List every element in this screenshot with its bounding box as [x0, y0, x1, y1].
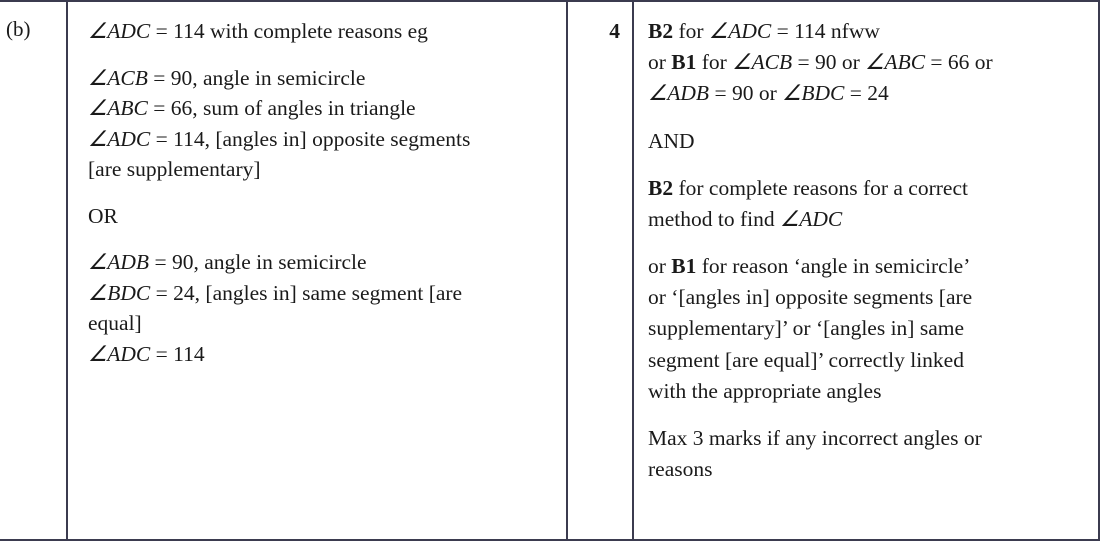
- answer-line-9: ∠ADB = 90, angle in semicircle: [88, 250, 367, 275]
- answer-line-2: ∠ACB = 90, angle in semicircle: [88, 65, 366, 90]
- notes-cell: [632, 0, 1100, 541]
- notes-line-2: ∠ADB = 90 or ∠BDC = 24: [648, 81, 889, 106]
- answer-line-11: equal]: [88, 311, 142, 336]
- answer-line-5: [are supplementary]: [88, 157, 261, 182]
- notes-line-15: Max 3 marks if any incorrect angles or: [648, 425, 982, 450]
- notes-line-1: or B1 for ∠ACB = 90 or ∠ABC = 66 or: [648, 50, 993, 75]
- answer-line-4: ∠ADC = 114, [angles in] opposite segments: [88, 126, 471, 151]
- notes-line-16: reasons: [648, 457, 713, 482]
- answer-line-7: OR: [88, 203, 118, 228]
- answer-gap-8: [88, 231, 552, 247]
- notes-gap-5: [648, 157, 1084, 173]
- part-label: (b): [6, 17, 31, 41]
- answer-gap-1: [88, 47, 552, 63]
- notes-line-4: AND: [648, 128, 695, 153]
- notes-line-9: or B1 for reason ‘angle in semicircle’: [648, 254, 971, 279]
- notes-line-11: supplementary]’ or ‘[angles in] same: [648, 316, 965, 341]
- notes-line-0: B2 for ∠ADC = 114 nfww: [648, 19, 880, 43]
- notes-gap-3: [648, 110, 1084, 126]
- answer-line-12: ∠ADC = 114: [88, 341, 205, 366]
- answer-line-3: ∠ABC = 66, sum of angles in triangle: [88, 96, 416, 121]
- notes-line-12: segment [are equal]’ correctly linked: [648, 347, 964, 372]
- mark-cell: [566, 0, 632, 541]
- notes-gap-8: [648, 235, 1084, 251]
- answer-line-0: ∠ADC = 114 with complete reasons eg: [88, 19, 428, 43]
- notes-gap-14: [648, 407, 1084, 423]
- answer-gap-6: [88, 185, 552, 201]
- notes-line-10: or ‘[angles in] opposite segments [are: [648, 285, 973, 310]
- answer-cell: [66, 0, 566, 541]
- notes-line-7: method to find ∠ADC: [648, 206, 843, 231]
- answer-line-10: ∠BDC = 24, [angles in] same segment [are: [88, 280, 463, 305]
- part-label-cell: [0, 0, 66, 541]
- notes-line-13: with the appropriate angles: [648, 378, 882, 403]
- mark-value: 4: [609, 19, 620, 43]
- notes-line-6: B2 for complete reasons for a correct: [648, 175, 968, 200]
